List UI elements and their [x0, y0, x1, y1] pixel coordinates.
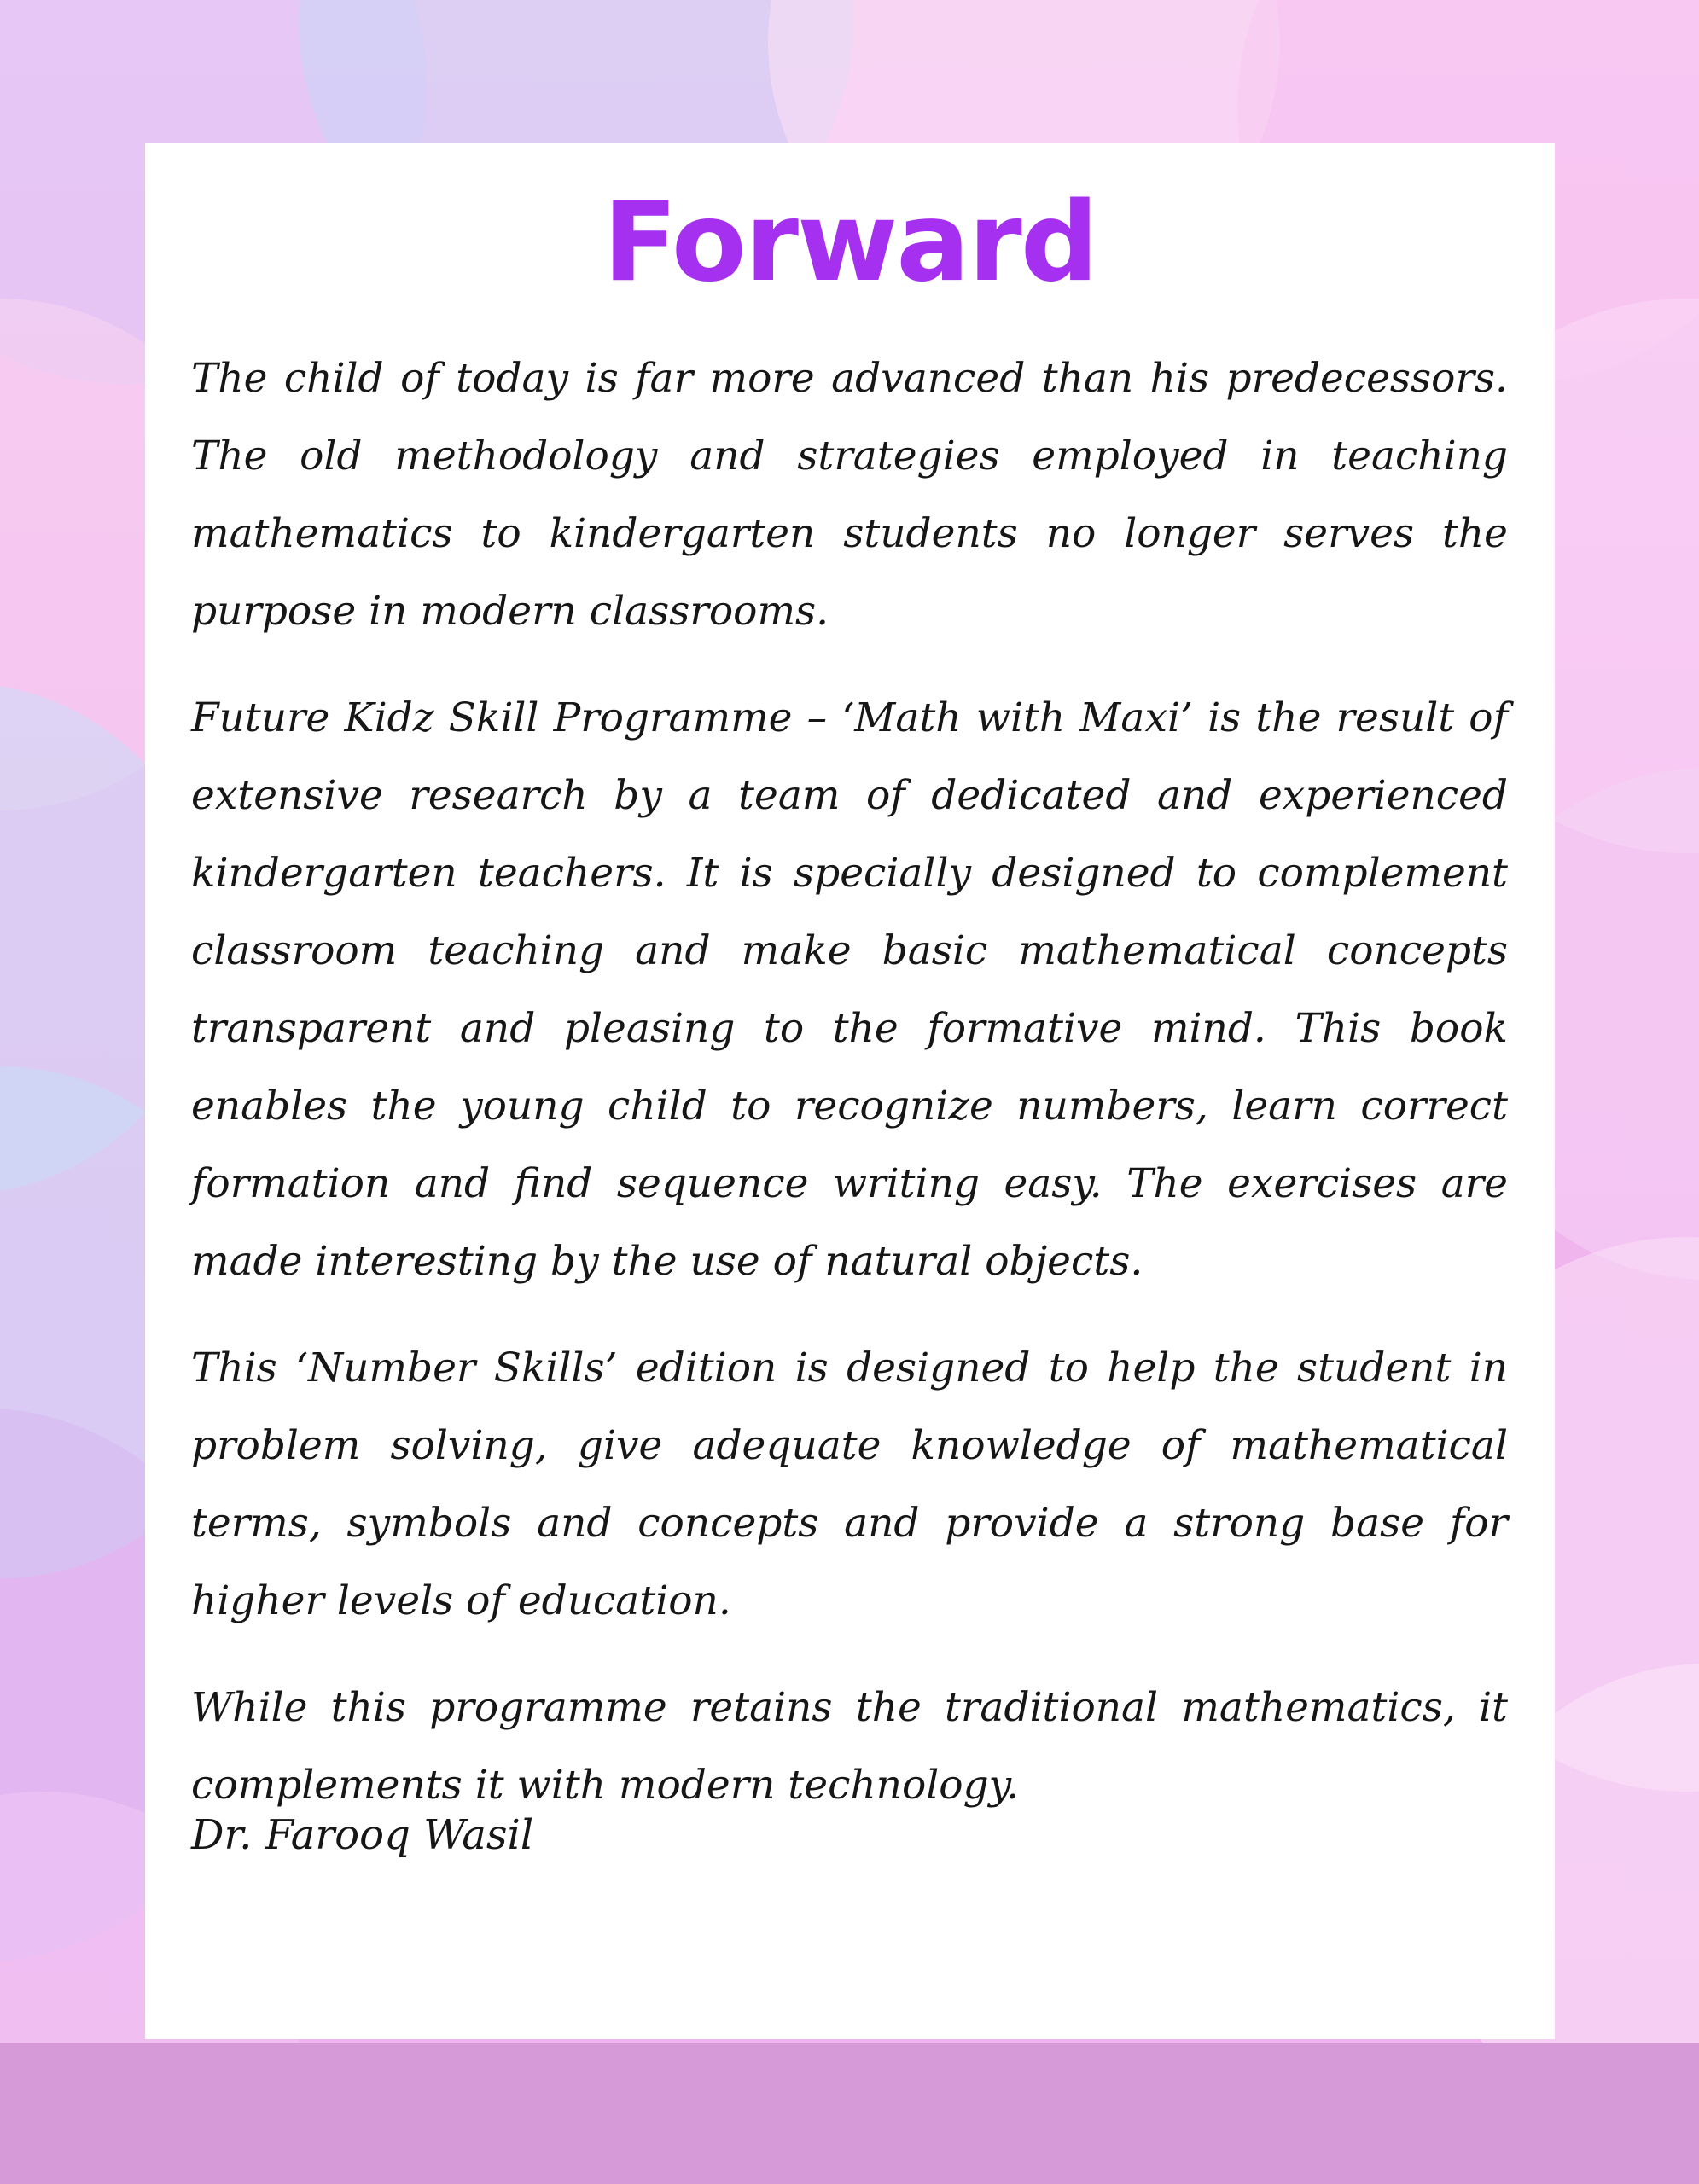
bottom-band	[0, 2043, 1699, 2184]
paragraph: Future Kidz Skill Programme – ‘Math with Maxi’ is the result of extensive research by a team of dedicated and experienced kindergarten teachers. It is specially designed to complement classroom teaching and make basic mathematical concepts transparent and pleasing to the formative mind. This book enables the young child to recognize numbers, learn correct formation and find sequence writing easy. The exercises are made interesting by the use of natural objects.	[191, 694, 1508, 1285]
paragraph: This ‘Number Skills’ edition is designed to help the student in problem solving, give adequate knowledge of mathematical terms, symbols and concepts and provide a strong base for higher levels of education.	[191, 1345, 1508, 1624]
page-title: Forward	[602, 179, 1097, 306]
paragraph: The child of today is far more advanced than his predecessors. The old methodology and strategies employed in teaching mathematics to kindergarten students no longer serves the purpose in modern classrooms.	[191, 355, 1508, 635]
content-page	[145, 143, 1555, 2039]
paragraph: While this programme retains the traditional mathematics, it complements it with modern technology.	[191, 1684, 1508, 1809]
foreword-body	[191, 340, 1508, 1853]
signature: Dr. Farooq Wasil	[191, 1811, 534, 1859]
